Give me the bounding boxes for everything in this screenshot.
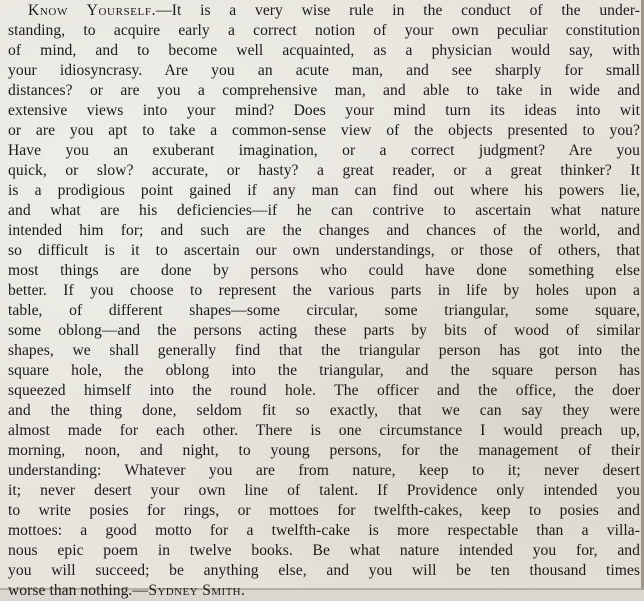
article-line: is a prodigious point gained if any man can find out where his powers lie, [8, 182, 640, 199]
article-line: shapes, we shall generally find that the triangular person has got into the [8, 342, 640, 359]
article-line: or are you apt to take a common-sense view of the objects presented to you? [8, 122, 640, 139]
article-line: some oblong—and the persons acting these parts by bits of wood of similar [8, 322, 640, 339]
article-line: distances? or are you a comprehensive man, and able to take in wide and [8, 82, 640, 99]
article-line: almost made for each other. There is one circumstance I would preach up, [8, 422, 640, 439]
article-line: better. If you choose to represent the various parts in life by holes upon a [8, 282, 640, 299]
article-line: nous epic poem in twelve books. Be what nature intended you for, and [8, 542, 640, 559]
article-line: Have you an exuberant imagination, or a correct judgment? Are you [8, 142, 640, 159]
article-line: square hole, the oblong into the triangular, and the square person has [8, 362, 640, 379]
author-signature: —Sydney Smith. [132, 582, 246, 599]
article-line: to write posies for rings, or mottoes for twelfth-cakes, keep to posies and [8, 502, 640, 519]
article-line: it; never desert your own line of talent. If Providence only intended you [8, 482, 640, 499]
article-body [8, 1, 640, 601]
article-line: quick, or slow? accurate, or hasty? a great reader, or a great thinker? It [8, 162, 640, 179]
article-line: most things are done by persons who could have done something else [8, 262, 640, 279]
article-line: squeezed himself into the round hole. The officer and the office, the doer [8, 382, 640, 399]
article-line: so difficult is it to ascertain our own understandings, or those of others, that [8, 242, 640, 259]
article-line: you will succeed; be anything else, and you will be ten thousand times [8, 562, 640, 579]
article-line: and the thing done, seldom fit so exactly, that we can say they were [8, 402, 640, 419]
article-line: and what are his deficiencies—if he can contrive to ascertain what nature [8, 202, 640, 219]
article-line: your idiosyncrasy. Are you an acute man, and see sharply for small [8, 62, 640, 79]
article-line: table, of different shapes—some circular, some triangular, some square, [8, 302, 640, 319]
article-line: intended him for; and such are the changes and chances of the world, and [8, 222, 640, 239]
article-line: extensive views into your mind? Does your mind turn its ideas into wit [8, 102, 640, 119]
article-heading: Know Yourself. [28, 2, 157, 19]
article-line: understanding: Whatever you are from nature, keep to it; never desert [8, 462, 640, 479]
article-line: morning, noon, and night, to young persons, for the management of their [8, 442, 640, 459]
article-line: worse than nothing.—Sydney Smith. [8, 582, 246, 599]
article-line: Know Yourself.—It is a very wise rule in the conduct of the under- [28, 2, 640, 19]
article-line: mottoes: a good motto for a twelfth-cake is more respectable than a villa- [8, 522, 640, 539]
article-line: standing, to acquire early a correct notion of your own peculiar constitution [8, 22, 640, 39]
article-line: of mind, and to become well acquainted, as a physician would say, with [8, 42, 640, 59]
